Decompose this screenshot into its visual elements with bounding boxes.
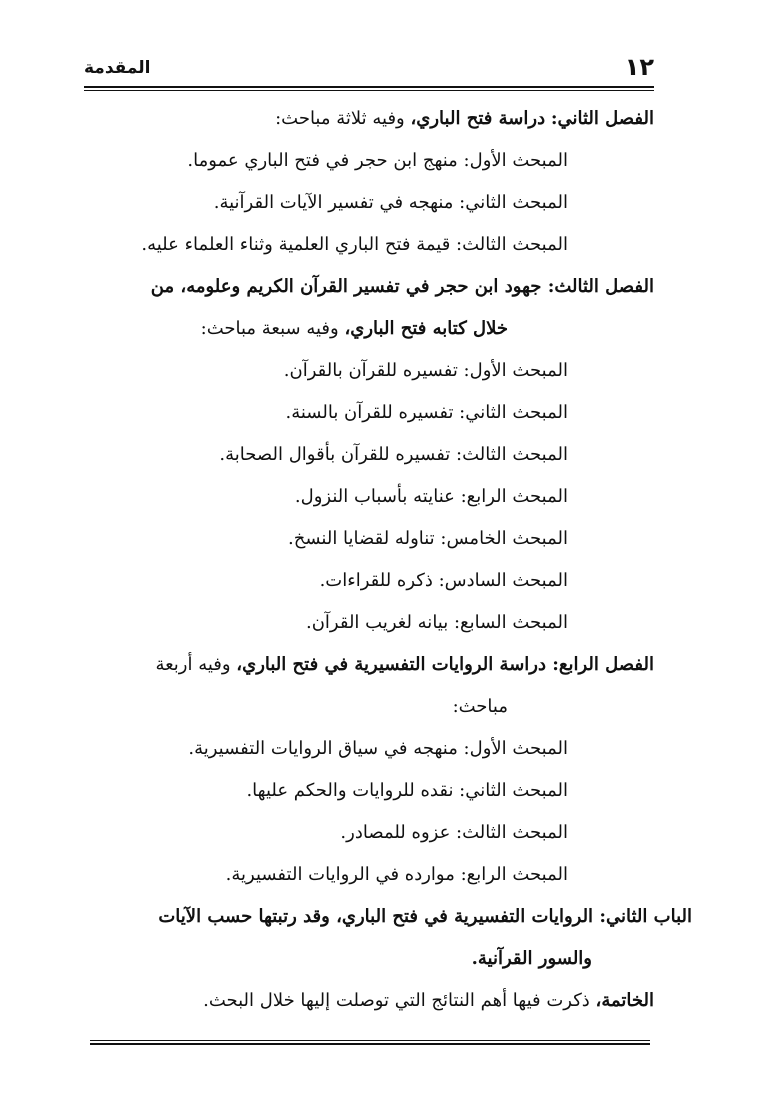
chapter-heading: الفصل الثاني: دراسة فتح الباري، وفيه ثلاثة مباحث: [275,108,654,129]
chapter-heading-continued: مباحث: [452,696,508,717]
part-heading: الباب الثاني: الروايات التفسيرية في فتح الباري، وقد رتبتها حسب الآيات [158,906,692,927]
chapter-heading: الفصل الثالث: جهود ابن حجر في تفسير القرآن الكريم وعلومه، من [150,276,654,297]
page-number: ١٢ [624,53,654,81]
section-item: المبحث الثالث: قيمة فتح الباري العلمية وثناء العلماء عليه. [141,234,568,255]
footer-rule [90,1040,650,1045]
conclusion-line: الخاتمة، ذكرت فيها أهم النتائج التي توصلت إليها خلال البحث. [203,990,654,1011]
chapter-heading-continued: خلال كتابه فتح الباري، وفيه سبعة مباحث: [200,318,508,339]
page-body [84,98,692,1022]
section-item: المبحث الخامس: تناوله لقضايا النسخ. [288,528,568,549]
section-item: المبحث الثاني: منهجه في تفسير الآيات القرآنية. [213,192,568,213]
section-item: المبحث الرابع: عنايته بأسباب النزول. [294,486,568,507]
section-item: المبحث الرابع: موارده في الروايات التفسيرية. [225,864,568,885]
section-item: المبحث السابع: بيانه لغريب القرآن. [305,612,568,633]
header-rule [84,86,654,91]
running-title: المقدمة [84,58,151,78]
section-item: المبحث الأول: تفسيره للقرآن بالقرآن. [283,360,568,381]
section-item: المبحث الأول: منهج ابن حجر في فتح الباري عموما. [187,150,568,171]
section-item: المبحث الثاني: نقده للروايات والحكم عليها. [246,780,568,801]
part-heading-continued: والسور القرآنية. [471,948,592,969]
page-header [84,52,654,86]
section-item: المبحث الأول: منهجه في سياق الروايات التفسيرية. [188,738,568,759]
section-item: المبحث السادس: ذكره للقراءات. [319,570,568,591]
section-item: المبحث الثاني: تفسيره للقرآن بالسنة. [285,402,568,423]
chapter-heading: الفصل الرابع: دراسة الروايات التفسيرية في فتح الباري، وفيه أربعة [155,654,654,675]
section-item: المبحث الثالث: تفسيره للقرآن بأقوال الصحابة. [219,444,568,465]
section-item: المبحث الثالث: عزوه للمصادر. [340,822,568,843]
